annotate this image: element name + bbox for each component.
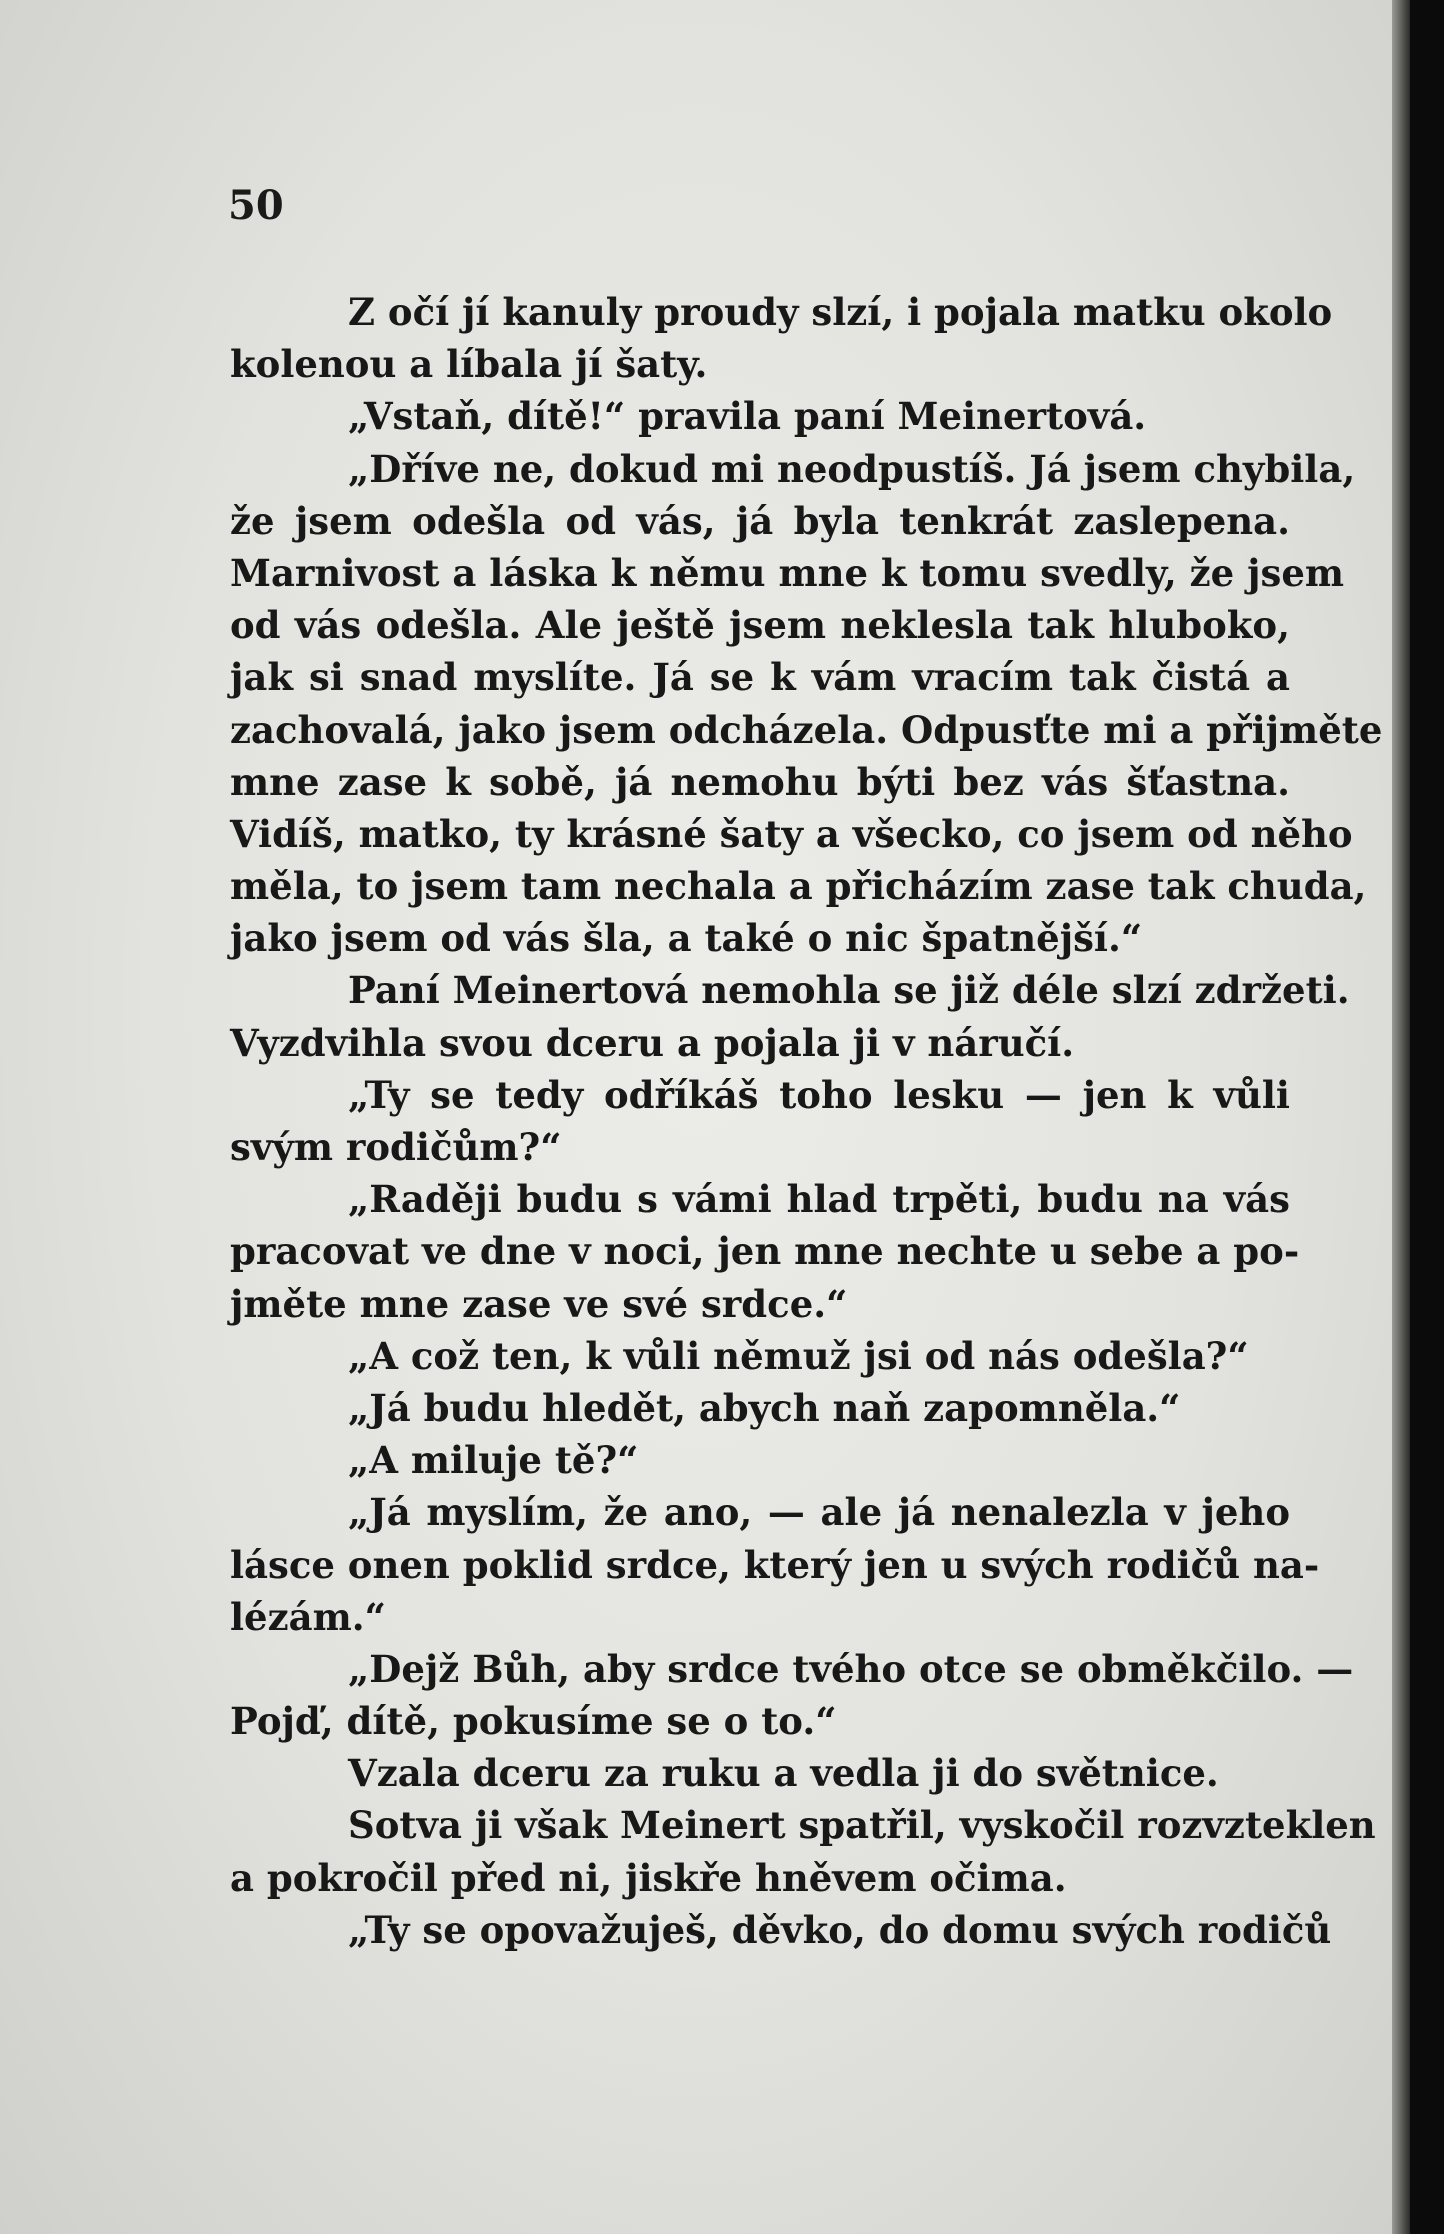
text-line: „Ty se tedy odříkáš toho lesku — jen k vůli (348, 1072, 1290, 1117)
text-line: lézám.“ (230, 1594, 386, 1639)
text-line: „Ty se opovažuješ, děvko, do domu svých rodičů (348, 1907, 1332, 1952)
text-line: „Já budu hledět, abych naň zapomněla.“ (348, 1385, 1181, 1430)
text-line: lásce onen poklid srdce, který jen u svých rodičů na- (230, 1542, 1320, 1587)
text-line: „A miluje tě?“ (348, 1438, 639, 1483)
text-line: pracovat ve dne v noci, jen mne nechte u sebe a po- (230, 1229, 1300, 1274)
text-line: Sotva ji však Meinert spatřil, vyskočil rozvzteklen (348, 1803, 1376, 1848)
page-number: 50 (228, 182, 284, 229)
text-line: Vzala dceru za ruku a vedla ji do světnice. (348, 1751, 1219, 1796)
text-line: svým rodičům?“ (230, 1125, 562, 1169)
text-line: „Já myslím, že ano, — ale já nenalezla v jeho (348, 1490, 1290, 1535)
body-text (230, 286, 1383, 1956)
text-line: že jsem odešla od vás, já byla tenkrát zaslepena. (230, 498, 1290, 543)
text-line: Paní Meinertová nemohla se již déle slzí zdržeti. (348, 968, 1350, 1013)
text-line: „Vstaň, dítě!“ pravila paní Meinertová. (348, 394, 1147, 439)
text-line: zachovalá, jako jsem odcházela. Odpusťte mi a přijměte (230, 707, 1383, 752)
text-line: měla, to jsem tam nechala a přicházím zase tak chuda, (230, 864, 1367, 909)
text-line: „Dříve ne, dokud mi neodpustíš. Já jsem chybila, (348, 446, 1356, 491)
text-line: od vás odešla. Ale ještě jsem neklesla tak hluboko, (230, 603, 1290, 648)
text-line: Vidíš, matko, ty krásné šaty a všecko, co jsem od něho (230, 811, 1353, 856)
text-line: „A což ten, k vůli němuž jsi od nás odešla?“ (348, 1333, 1249, 1378)
text-line: jako jsem od vás šla, a také o nic špatnější.“ (230, 916, 1143, 961)
page-edge-shadow (1392, 0, 1410, 2234)
text-line: Vyzdvihla svou dceru a pojala ji v náručí. (230, 1020, 1075, 1065)
text-line: jměte mne zase ve své srdce.“ (230, 1281, 848, 1326)
text-line: a pokročil před ni, jiskře hněvem očima. (230, 1855, 1067, 1900)
text-line: mne zase k sobě, já nemohu býti bez vás šťastna. (230, 759, 1290, 804)
text-line: Marnivost a láska k němu mne k tomu svedly, že jsem (230, 550, 1345, 595)
text-line: Z očí jí kanuly proudy slzí, i pojala matku okolo (348, 290, 1333, 334)
text-line: jak si snad myslíte. Já se k vám vracím tak čistá a (230, 655, 1290, 700)
text-line: „Dejž Bůh, aby srdce tvého otce se obměkčilo. — (348, 1646, 1354, 1691)
text-line: kolenou a líbala jí šaty. (230, 342, 708, 387)
text-line: Pojď, dítě, pokusíme se o to.“ (230, 1699, 837, 1744)
text-line: „Raději budu s vámi hlad trpěti, budu na vás (348, 1177, 1290, 1222)
